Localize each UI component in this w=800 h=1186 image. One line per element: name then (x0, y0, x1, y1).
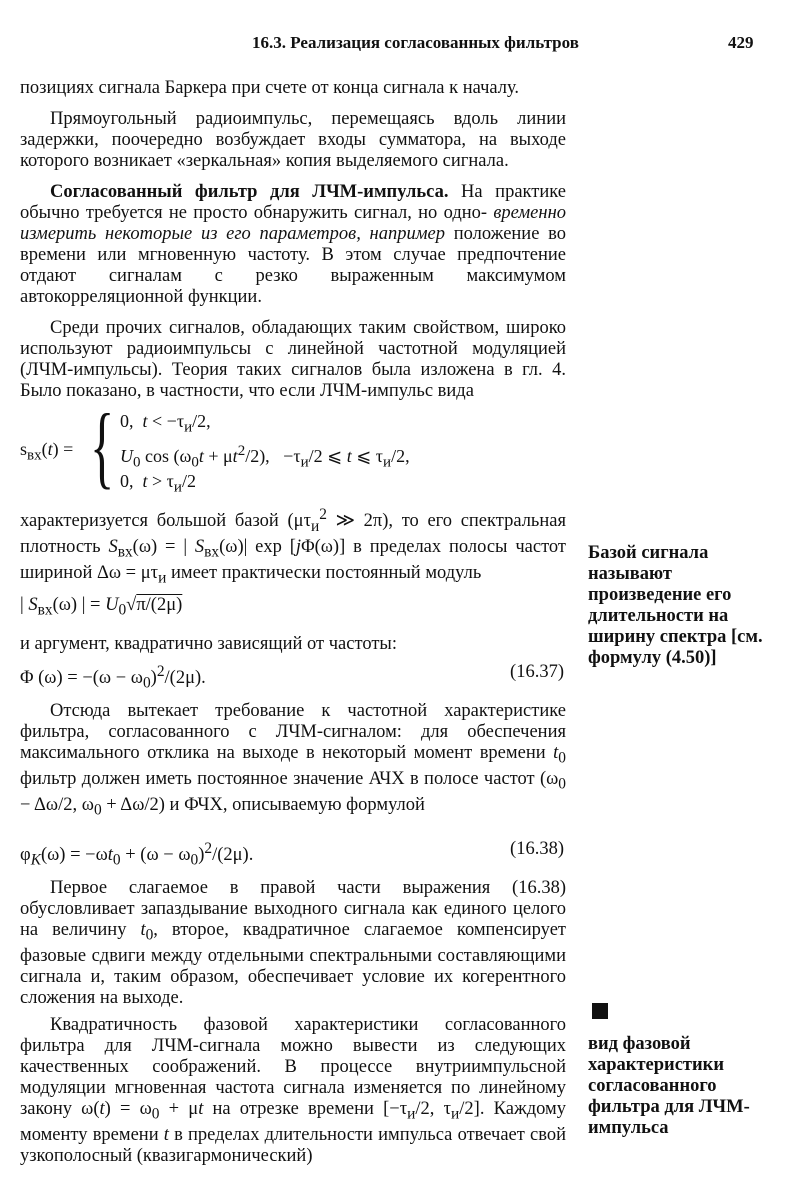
paragraph-6: и аргумент, квадратично зависящий от частоты: (20, 634, 397, 655)
equation-modulus-body: | $S_{вх}(\omega)$ | = $U_0√\pi/(2\mu)$ (20, 595, 183, 619)
paragraph-3-text-b: положение во времени или мгновенную частоту. В этом случае предпочтение отдают сигналам с резко выраженным максимумом автокорреляционной функции. (20, 224, 567, 307)
equation-signal-system (20, 395, 566, 497)
paragraph-8: Первое слагаемое в правой части выражения (16.38) обусловливает запаздывание выходного сигнала как единого целого на величину $t_0$, второе, квадратичное слагаемое компенсирует фазовые сдвиги между отдельными спектральными составляющими сигнала и, таким образом, обеспечивает условие их когерентного сложения на выходе. (20, 878, 566, 1008)
section-heading: Согласованный фильтр для ЛЧМ-импульса. (50, 182, 449, 202)
paragraph-1: позициях сигнала Баркера при счете от конца сигнала к началу. (20, 78, 520, 98)
equation-16-38 (20, 838, 566, 870)
equation-modulus (20, 594, 566, 619)
equation-16-38-body: $\varphi_K(\omega) = -\omega t_0 + (\omega - \omega_0)^2/(2\mu)$. (20, 840, 254, 870)
marker-square-icon (592, 1003, 608, 1019)
paragraph-4: Среди прочих сигналов, обладающих таким свойством, широко используют радиоимпульсы с линейной частотной модуляцией (ЛЧМ-импульсы). Теория таких сигналов была изложена в гл. 4. Было показано, в частности, что если ЛЧМ-импульс вида (20, 318, 566, 401)
equation-16-37 (20, 661, 566, 693)
paragraph-3 (20, 182, 566, 308)
running-header-title: 16.3. Реализация согласованных фильтров (252, 33, 579, 52)
brace-glyph: { (90, 395, 115, 497)
paragraph-7: Отсюда вытекает требование к частотной характеристике фильтра, согласованного с ЛЧМ-сигналом: для обеспечения максимального отклика на выходе в некоторый момент времени $t_0$ фильтр должен иметь постоянное значение АЧХ в полосе частот ($\omega_0 - \Delta\omega/2$, $\omega_0 + \Delta\omega/2$) и ФЧХ, описываемую формулой (20, 701, 566, 819)
paragraph-3-text-a: На практике обычно требуется не просто обнаружить сигнал, но одно- (20, 182, 567, 223)
margin-note-phase: вид фазовой характеристики согласованного фильтра для ЛЧМ-импульса (588, 1034, 750, 1138)
equation-case-3: 0, $t > \tau_и/2$ (120, 471, 196, 496)
paragraph-5: характеризуется большой базой ($\mu\tau_и^2$ ≫ 2π), то его спектральная плотность $S_{вх}(\omega)$ = | $S_{вх}(\omega)|$ exp [jΦ(ω)] в пределах полосы частот шириной $\Delta\omega = \mu\tau_и$ имеет практически постоянный модуль (20, 506, 566, 587)
paragraph-2: Прямоугольный радиоимпульс, перемещаясь вдоль линии задержки, поочередно возбуждает входы сумматора, на выходе которого возникает «зеркальная» копия выделяемого сигнала. (20, 109, 566, 171)
page-number: 429 (728, 33, 754, 52)
equation-case-1: 0, $t < -\tau_и/2$, (120, 411, 211, 436)
equation-lhs: $s_{вх}(t)$ = (20, 439, 74, 464)
equation-16-37-body: Φ $(\omega) = -(\omega - \omega_0)^2/(2\mu)$. (20, 663, 206, 693)
paragraph-9: Квадратичность фазовой характеристики согласованного фильтра для ЛЧМ-сигнала можно вывести из следующих качественных соображений. В процессе внутриимпульсной модуляции мгновенная частота сигнала изменяется по линейному закону $\omega(t) = \omega_0 + \mu t$ на отрезке времени [$-\tau_и/2$, $\tau_и/2$]. Каждому моменту времени t в пределах длительности импульса отвечает свой узкополосный (квазигармонический) (20, 1014, 567, 1166)
equation-number-16-37: (16.37) (510, 662, 564, 683)
equation-case-2: $U_0$ $\cos (\omega_0t + \mu t^2/2)$, $-\tau_и/2$ ⩽ t ⩽ $\tau_и/2$, (120, 443, 410, 471)
main-column (20, 78, 566, 1167)
paragraph-3-italic: временно измерить некоторые из его параметров, например (20, 203, 566, 244)
margin-note-base: Базой сигнала называют произведение его длительности на ширину спектра [см. формулу (4.50)] (588, 543, 763, 668)
equation-number-16-38: (16.38) (510, 839, 564, 860)
